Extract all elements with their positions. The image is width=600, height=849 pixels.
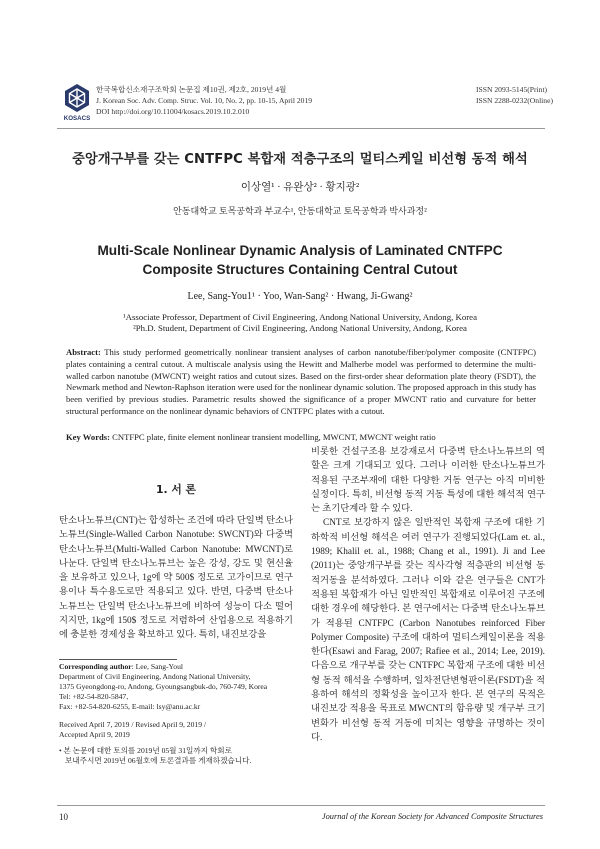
accepted-date: Accepted April 9, 2019 [59,730,130,739]
logo-text: KOSACS [63,115,91,122]
abstract-text: This study performed geometrically nonlinear transient analyses of carbon nanotube/fiber/polymer composite (CNTFPC) plates containing a central cutout. A multiscale analysis using the Hewitt and Malherbe model was performed to determine the multi-walled carbon nanotube (MWCNT) weight ratios and cutout sizes. Based on the first-order shear deformation plate theory (FSDT), the Newmark method and Newton-Raphson iteration were used for the nonlinear dynamic solution. The proposed approach in this study has been verified by previous studies. Parametric results showed the significance of a proper MWCNT ratio and curvature for better structural performance on the nonlinear dynamic behaviors of CNTFPC plates with a cutout. [66,347,536,416]
kosacs-logo [61,82,93,122]
journal-header [96,84,312,117]
issn-print: ISSN 2093-5145(Print) [476,85,548,94]
corresponding-author-label: Corresponding author [59,662,132,671]
footnote-tel: Tel: +82-54-820-5847, [59,692,129,701]
footnote-address: 1375 Gyeongdong-ro, Andong, Gyoungsangbuk-do, 760-749, Korea [59,682,268,691]
keywords-label: Key Words: [66,432,111,442]
journal-header-en: J. Korean Soc. Adv. Comp. Struc. Vol. 10, No. 2, pp. 10-15, April 2019 [96,96,313,105]
right-column-body [311,445,545,745]
discussion-note-line1: • 본 논문에 대한 토의를 2019년 05월 31일까지 학회로 [59,746,232,755]
corresponding-author-footnote [59,662,293,766]
footnote-department: Department of Civil Engineering, Andong National University, [59,672,251,681]
received-dates: Received April 7, 2019 / Revised April 9, 2019 / [59,720,207,729]
footnote-rule [59,659,177,660]
doi-link[interactable]: DOI http://doi.org/10.11004/kosacs.2019.10.2.010 [96,107,250,116]
keywords-text: CNTFPC plate, finite element nonlinear transient modelling, MWCNT, MWCNT weight ratio [110,432,436,442]
authors-english: Lee, Sang-You1¹ · Yoo, Wan-Sang² · Hwang, Ji-Gwang² [187,291,413,302]
issn-block [476,84,553,106]
journal-header-kr: 한국복합신소재구조학회 논문집 제10권, 제2호, 2019년 4월 [96,85,287,94]
title-korean: 중앙개구부를 갖는 CNTFPC 복합재 적층구조의 멀티스케일 비선형 동적 해석 [72,152,528,167]
journal-footer: Journal of the Korean Society for Advanced Composite Structures [321,812,543,821]
footnote-fax-email: Fax: +82-54-820-6255, E-mail: lsy@anu.ac.kr [59,702,201,711]
discussion-note-line2: 보내주시면 2019년 06월호에 토론결과를 게재하겠습니다. [65,756,252,765]
affiliation-english-2: ²Ph.D. Student, Department of Civil Engineering, Andong National University, Andong, Korea [133,323,467,333]
abstract-label: Abstract: [66,347,101,357]
affiliation-english [0,312,600,334]
left-column-body: 탄소나노튜브(CNT)는 합성하는 조건에 따라 단일벽 탄소나노튜브(Single-Walled Carbon Nanotube: SWCNT)와 다중벽 탄소나노튜브(Multi-Walled Carbon Nanotube: MWCNT)로 나눈다. 단일벽 탄소나노튜브는 높은 강성, 강도 및 현신율을 보유하고 있으나, 1g에 약 500$ 정도로 고가이므로 연구용이나 특수용도로만 적용되고 있다. 반면, 다중벽 탄소나노튜브는 단일벽 탄소나노튜브에 비하여 성능이 다소 떨어지지만, 1kg에 150$ 정도로 저렴하여 산업용으로 적용하기에 충분한 경제성을 확보하고 있다. 특히, 내진보강을 [59,516,293,641]
header-rule [57,128,545,129]
abstract [66,347,536,418]
title-english-line2: Composite Structures Containing Central Cutout [142,262,458,277]
authors-korean: 이상열¹ · 유완상² · 황지광² [240,182,360,193]
affiliation-english-1: ¹Associate Professor, Department of Civil Engineering, Andong National University, Andong, Korea [122,312,477,322]
footer-rule [57,805,545,806]
title-english [0,241,600,279]
page-number: 10 [59,812,68,822]
right-paragraph-2: CNT로 보강하지 않은 일반적인 복합재 구조에 대한 기하학적 비선형 해석은 여러 연구가 진행되었다(Lam et. al., 1989; Khalil et. al., 1988; Chang et al., 1991). Ji and Lee (2011)는 중앙개구부를 갖는 직사각형 적층판의 비선형 동적거동을 분석하였다. 그러나 이와 같은 연구들은 CNT가 적용된 복합재가 아닌 일반적인 복합재로 이루어진 구조에 대한 경우에 해당한다. 본 연구에서는 다중벽 탄소나노튜브가 적용된 CNTFPC (Carbon Nanotubes reinforced Fiber Polymer Composite) 구조에 대하여 멀티스케일이론을 적용한다(Esawi and Farag, 2007; Rafiee et al., 2014; Lee, 2019). 다음으로 개구부를 갖는 CNTFPC 복합재 구조에 대한 비선형 동적 해석을 수행하며, 일차전단변형판이론(FSDT)을 적용하여 해석의 정확성을 높이고자 한다. 본 연구의 목적은 내진보강 적용을 목표로 MWCNT의 함유량 및 개구부 크기 변화가 비선형 동적 거동에 미치는 영향을 규명하는 것이다. [311,518,545,743]
keywords [66,432,536,442]
corresponding-author-name: : Lee, Sang-Youl [131,662,183,671]
affiliation-korean: 안동대학교 토목공학과 부교수¹, 안동대학교 토목공학과 박사과정² [173,206,427,216]
section-heading-introduction: 1. 서 론 [156,483,196,496]
right-paragraph-1: 비롯한 건설구조용 보강재로서 다중벽 탄소나노튜브의 역할은 크게 기대되고 있다. 그러나 이러한 탄소나노튜브가 적용된 구조부재에 대한 다양한 거동 연구는 아직 미비한 실정이다. 특히, 비선형 동적 거동 특성에 대한 해석적 연구는 초기단계라 할 수 있다. [311,447,545,515]
title-english-line1: Multi-Scale Nonlinear Dynamic Analysis of Laminated CNTFPC [97,243,503,258]
issn-online: ISSN 2288-0232(Online) [476,96,553,105]
